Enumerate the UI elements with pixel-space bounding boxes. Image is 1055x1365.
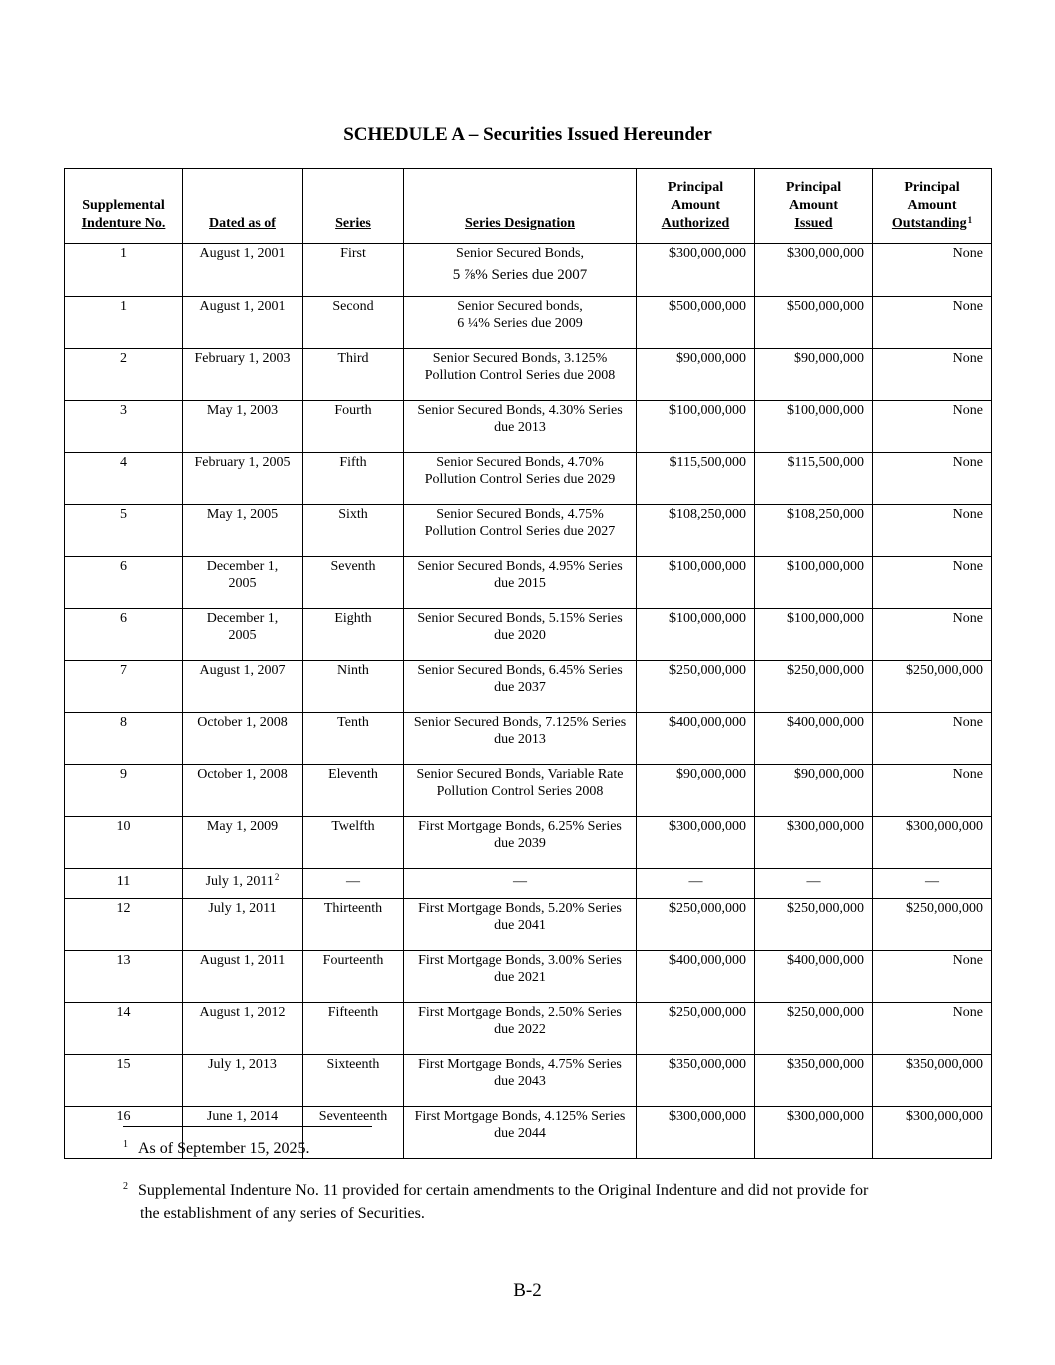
principal-authorized: $300,000,000 [637,817,755,869]
indenture-no: 16 [65,1107,183,1159]
principal-authorized: $90,000,000 [637,765,755,817]
principal-issued: $300,000,000 [755,1107,873,1159]
series: Fourteenth [303,951,404,1003]
principal-issued: $400,000,000 [755,713,873,765]
series: Tenth [303,713,404,765]
principal-authorized: $250,000,000 [637,899,755,951]
series-designation: First Mortgage Bonds, 2.50% Series due 2022 [404,1003,637,1055]
footnote-mark: 2 [123,1181,128,1192]
header-principal-issued: Principal Amount Issued [755,169,873,244]
indenture-no: 10 [65,817,183,869]
table-row [65,713,992,765]
dated-as-of: October 1, 2008 [183,713,303,765]
series: — [303,869,404,899]
series-designation: Senior Secured bonds, 6 ¼% Series due 2009 [404,297,637,349]
series-designation: — [404,869,637,899]
indenture-no: 6 [65,557,183,609]
principal-authorized: $400,000,000 [637,713,755,765]
table-row [65,609,992,661]
principal-outstanding: None [873,244,992,297]
principal-issued: $115,500,000 [755,453,873,505]
footnote-text: Supplemental Indenture No. 11 provided for certain amendments to the Original Indenture and did not provide for [138,1182,869,1199]
principal-authorized: $108,250,000 [637,505,755,557]
series: Second [303,297,404,349]
series-designation: Senior Secured Bonds, 4.75% Pollution Control Series due 2027 [404,505,637,557]
table-row [65,1003,992,1055]
header-row [65,169,992,244]
table-row [65,951,992,1003]
principal-authorized: $90,000,000 [637,349,755,401]
header-principal-authorized: Principal Amount Authorized [637,169,755,244]
indenture-no: 12 [65,899,183,951]
header-series: Series [303,169,404,244]
series: Fifteenth [303,1003,404,1055]
series: Seventeenth [303,1107,404,1159]
principal-issued: $100,000,000 [755,609,873,661]
series: Fifth [303,453,404,505]
series: Fourth [303,401,404,453]
principal-issued: $250,000,000 [755,1003,873,1055]
principal-outstanding: None [873,557,992,609]
series-designation: Senior Secured Bonds, 5.15% Series due 2020 [404,609,637,661]
indenture-no: 7 [65,661,183,713]
dated-as-of: December 1, 2005 [183,609,303,661]
principal-issued: — [755,869,873,899]
series-designation: First Mortgage Bonds, 5.20% Series due 2041 [404,899,637,951]
series-designation: First Mortgage Bonds, 6.25% Series due 2039 [404,817,637,869]
principal-outstanding: None [873,951,992,1003]
series-designation: Senior Secured Bonds, 5 ⅞% Series due 2007 [404,244,637,297]
indenture-no: 11 [65,869,183,899]
principal-outstanding: None [873,297,992,349]
indenture-no: 4 [65,453,183,505]
principal-outstanding: None [873,401,992,453]
principal-issued: $100,000,000 [755,557,873,609]
indenture-no: 3 [65,401,183,453]
principal-issued: $100,000,000 [755,401,873,453]
principal-outstanding: None [873,505,992,557]
table-row [65,899,992,951]
indenture-no: 1 [65,297,183,349]
indenture-no: 15 [65,1055,183,1107]
schedule-title: SCHEDULE A – Securities Issued Hereunder [343,124,712,145]
series: Sixth [303,505,404,557]
series: Eleventh [303,765,404,817]
table-row [65,869,992,899]
principal-outstanding: None [873,765,992,817]
dated-as-of: August 1, 2001 [183,244,303,297]
principal-issued: $90,000,000 [755,765,873,817]
principal-authorized: $300,000,000 [637,1107,755,1159]
series-designation: First Mortgage Bonds, 4.75% Series due 2043 [404,1055,637,1107]
indenture-no: 2 [65,349,183,401]
principal-outstanding: $350,000,000 [873,1055,992,1107]
series: First [303,244,404,297]
table-row [65,817,992,869]
series-designation: First Mortgage Bonds, 3.00% Series due 2021 [404,951,637,1003]
principal-issued: $250,000,000 [755,661,873,713]
principal-issued: $300,000,000 [755,817,873,869]
series: Thirteenth [303,899,404,951]
principal-authorized: $100,000,000 [637,557,755,609]
indenture-no: 13 [65,951,183,1003]
principal-authorized: — [637,869,755,899]
dated-as-of: August 1, 2001 [183,297,303,349]
principal-issued: $500,000,000 [755,297,873,349]
page-number: B-2 [513,1280,542,1301]
series-designation: Senior Secured Bonds, 4.95% Series due 2015 [404,557,637,609]
principal-authorized: $400,000,000 [637,951,755,1003]
footnote-ref-1: 1 [967,215,973,225]
principal-authorized: $115,500,000 [637,453,755,505]
series-designation: Senior Secured Bonds, 4.30% Series due 2013 [404,401,637,453]
dated-as-of: May 1, 2009 [183,817,303,869]
indenture-no: 6 [65,609,183,661]
header-dated-as-of: Dated as of [183,169,303,244]
principal-issued: $108,250,000 [755,505,873,557]
series-designation: Senior Secured Bonds, 3.125% Pollution Control Series due 2008 [404,349,637,401]
table-row [65,765,992,817]
dated-as-of: July 1, 2011$^2$ [183,869,303,899]
principal-issued: $90,000,000 [755,349,873,401]
table-row [65,557,992,609]
table-row [65,401,992,453]
series-designation: Senior Secured Bonds, 7.125% Series due 2013 [404,713,637,765]
series: Ninth [303,661,404,713]
principal-authorized: $250,000,000 [637,1003,755,1055]
dated-as-of: February 1, 2003 [183,349,303,401]
principal-outstanding: $300,000,000 [873,817,992,869]
table-row [65,1055,992,1107]
series-designation: First Mortgage Bonds, 4.125% Series due 2044 [404,1107,637,1159]
table-row [65,297,992,349]
principal-issued: $400,000,000 [755,951,873,1003]
series-designation: Senior Secured Bonds, 4.70% Pollution Control Series due 2029 [404,453,637,505]
dated-as-of: May 1, 2005 [183,505,303,557]
footnote-text: As of September 15, 2025. [138,1140,310,1157]
series: Twelfth [303,817,404,869]
principal-authorized: $350,000,000 [637,1055,755,1107]
series-designation: Senior Secured Bonds, Variable Rate Pollution Control Series 2008 [404,765,637,817]
header-series-designation: Series Designation [404,169,637,244]
table-row [65,661,992,713]
principal-outstanding: $250,000,000 [873,661,992,713]
principal-authorized: $100,000,000 [637,609,755,661]
principal-outstanding: None [873,713,992,765]
table-row [65,453,992,505]
indenture-no: 8 [65,713,183,765]
header-indenture-no: Supplemental Indenture No. [65,169,183,244]
table-row [65,349,992,401]
dated-as-of: August 1, 2007 [183,661,303,713]
principal-outstanding: None [873,1003,992,1055]
dated-as-of: June 1, 2014 [183,1107,303,1159]
indenture-no: 5 [65,505,183,557]
series-designation: Senior Secured Bonds, 6.45% Series due 2037 [404,661,637,713]
dated-as-of: August 1, 2012 [183,1003,303,1055]
header-principal-outstanding: Principal Amount Outstanding$^1$ [873,169,992,244]
dated-as-of: February 1, 2005 [183,453,303,505]
table-row [65,505,992,557]
footnote-2 [123,1180,943,1224]
dated-as-of: May 1, 2003 [183,401,303,453]
principal-authorized: $100,000,000 [637,401,755,453]
principal-outstanding: $250,000,000 [873,899,992,951]
footnote-divider [123,1126,372,1127]
series: Eighth [303,609,404,661]
dated-as-of: October 1, 2008 [183,765,303,817]
footnote-text-continued: the establishment of any series of Securities. [140,1205,425,1222]
principal-outstanding: None [873,349,992,401]
principal-outstanding: — [873,869,992,899]
dated-as-of: August 1, 2011 [183,951,303,1003]
indenture-no: 1 [65,244,183,297]
footnote-ref-2: 2 [274,872,280,882]
principal-authorized: $250,000,000 [637,661,755,713]
series: Seventh [303,557,404,609]
principal-issued: $300,000,000 [755,244,873,297]
principal-outstanding: $300,000,000 [873,1107,992,1159]
principal-outstanding: None [873,609,992,661]
principal-outstanding: None [873,453,992,505]
series: Third [303,349,404,401]
footnote-mark: 1 [123,1139,128,1150]
principal-authorized: $500,000,000 [637,297,755,349]
indenture-no: 14 [65,1003,183,1055]
principal-issued: $250,000,000 [755,899,873,951]
dated-as-of: December 1, 2005 [183,557,303,609]
principal-issued: $350,000,000 [755,1055,873,1107]
dated-as-of: July 1, 2013 [183,1055,303,1107]
footnote-1 [123,1138,943,1161]
indenture-no: 9 [65,765,183,817]
dated-as-of: July 1, 2011 [183,899,303,951]
principal-authorized: $300,000,000 [637,244,755,297]
securities-table [64,168,992,1159]
table-row [65,244,992,297]
series: Sixteenth [303,1055,404,1107]
